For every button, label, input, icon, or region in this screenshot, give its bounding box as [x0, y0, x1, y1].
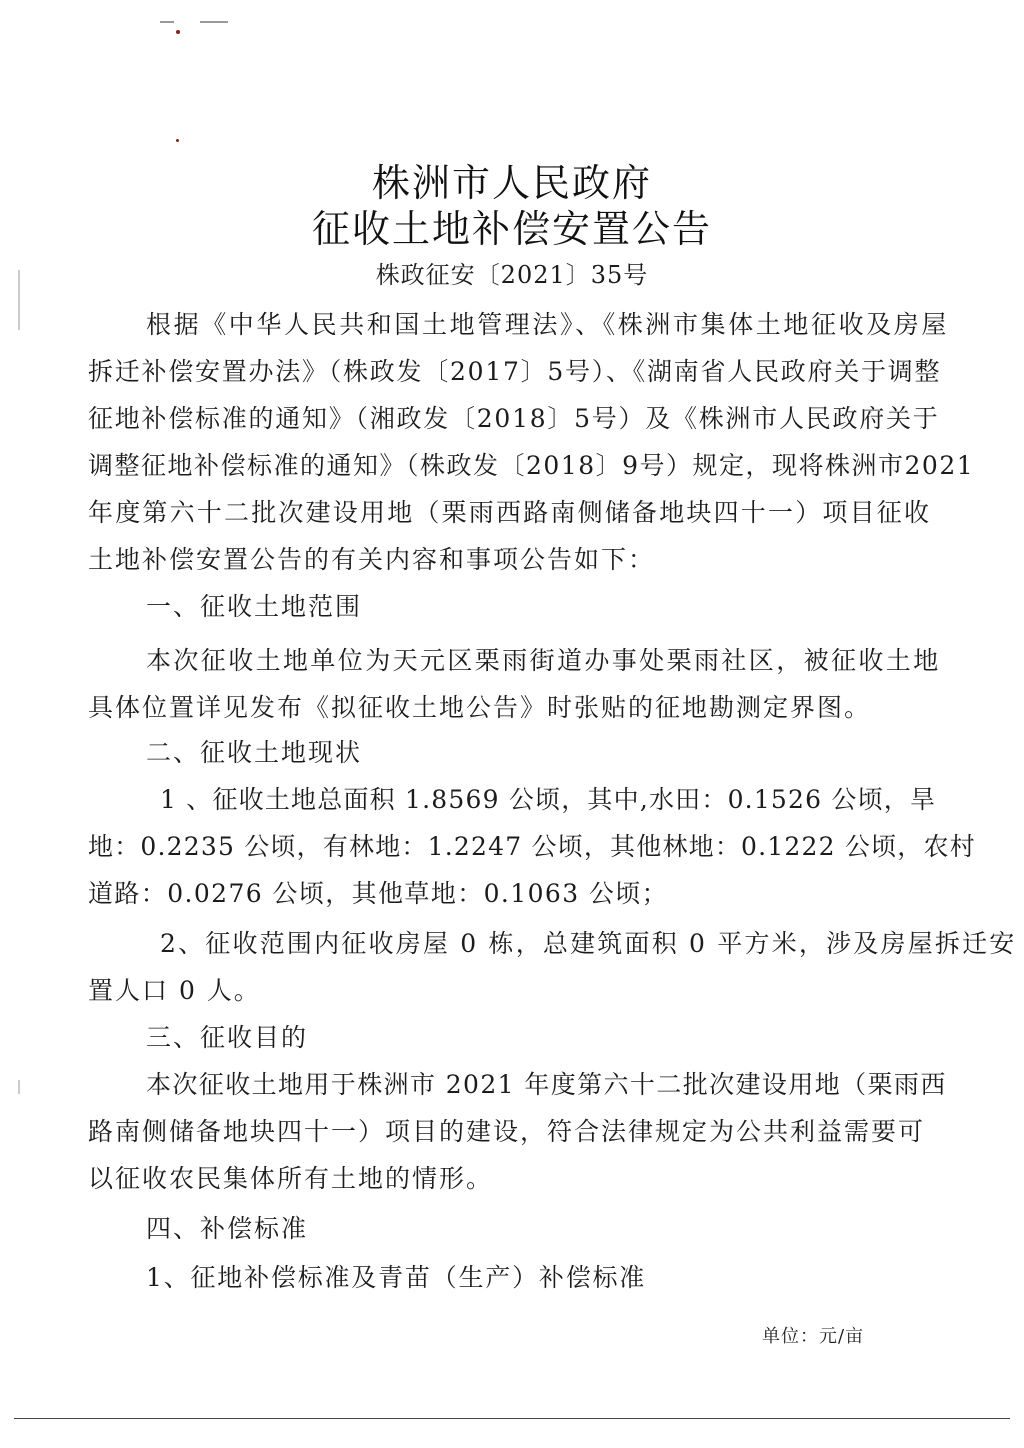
body-line: 道路：0.0276 公顷，其他草地：0.1063 公顷；	[88, 879, 669, 908]
document-number: 株政征安〔2021〕35号	[375, 261, 649, 289]
body-line: 调整征地补偿标准的通知》（株政发〔2018〕9号）规定，现将株洲市2021	[88, 451, 975, 480]
body-line: 1、征地补偿标准及青苗（生产）补偿标准	[146, 1263, 647, 1292]
scan-artifact-mark	[200, 21, 228, 23]
body-line: 路南侧储备地块四十一）项目的建设，符合法律规定为公共利益需要可	[88, 1117, 926, 1146]
scan-artifact-mark	[176, 30, 180, 34]
notice-title: 征收土地补偿安置公告	[311, 207, 712, 251]
body-line: 年度第六十二批次建设用地（栗雨西路南侧储备地块四十一）项目征收	[88, 498, 932, 527]
body-line: 本次征收土地单位为天元区栗雨街道办事处栗雨社区，被征收土地	[146, 646, 941, 675]
body-line: 1 、征收土地总面积 1.8569 公顷，其中,水田：0.1526 公顷，旱	[160, 785, 937, 814]
scan-artifact-mark	[160, 21, 174, 23]
scan-artifact-mark	[18, 1080, 20, 1094]
body-line: 土地补偿安置公告的有关内容和事项公告如下：	[88, 545, 656, 574]
body-line: 地：0.2235 公顷，有林地：1.2247 公顷，其他林地：0.1222 公顷，农村	[88, 832, 976, 861]
body-line: 2、征收范围内征收房屋 0 栋，总建筑面积 0 平方米，涉及房屋拆迁安	[160, 929, 1017, 958]
body-line: 根据《中华人民共和国土地管理法》、《株洲市集体土地征收及房屋	[146, 310, 950, 339]
body-line: 置人口 0 人。	[88, 976, 261, 1005]
section-heading: 三、征收目的	[146, 1023, 309, 1052]
bottom-rule	[14, 1418, 1010, 1419]
body-line: 本次征收土地用于株洲市 2021 年度第六十二批次建设用地（栗雨西	[146, 1070, 947, 1099]
scan-artifact-mark	[176, 139, 179, 142]
body-line: 以征收农民集体所有土地的情形。	[88, 1164, 494, 1193]
body-line: 拆迁补偿安置办法》（株政发〔2017〕5号）、《湖南省人民政府关于调整	[88, 357, 942, 386]
section-heading: 一、征收土地范围	[146, 592, 363, 621]
section-heading: 二、征收土地现状	[146, 738, 363, 767]
unit-note: 单位：元/亩	[762, 1326, 865, 1347]
body-line: 具体位置详见发布《拟征收土地公告》时张贴的征地勘测定界图。	[88, 693, 872, 722]
section-heading: 四、补偿标准	[146, 1214, 309, 1243]
body-line: 征地补偿标准的通知》（湘政发〔2018〕5号）及《株洲市人民政府关于	[88, 404, 940, 433]
issuer-title: 株洲市人民政府	[371, 161, 652, 205]
